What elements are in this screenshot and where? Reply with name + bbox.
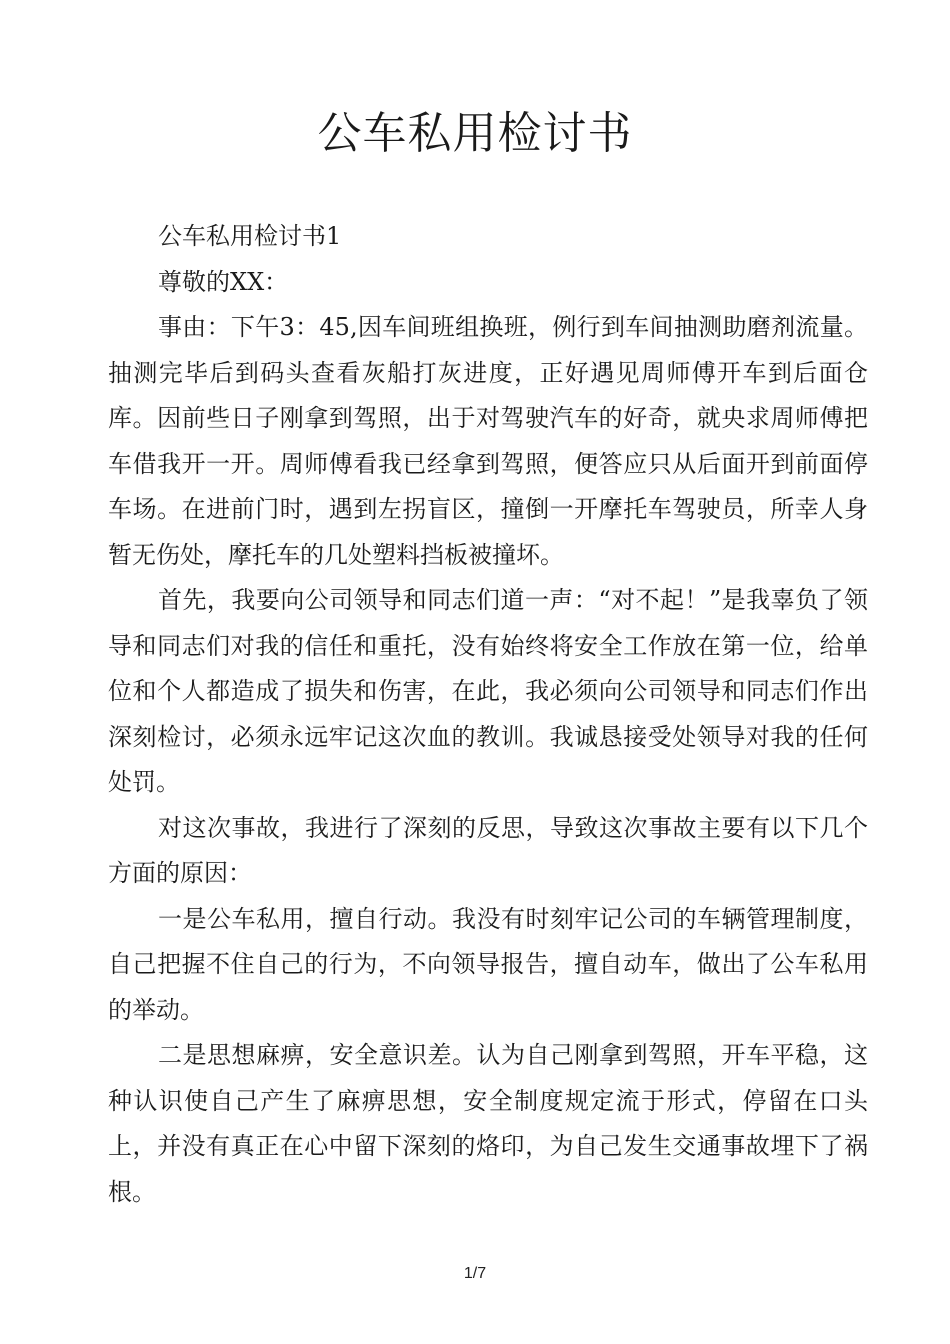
incident-paragraph: 事由：下午3：45,因车间班组换班，例行到车间抽测助磨剂流量。抽测完毕后到码头查看灰船打灰进度，正好遇见周师傅开车到后面仓库。因前些日子刚拿到驾照，出于对驾驶汽车的好奇，就央求周师傅把车借我开一开。周师傅看我已经拿到驾照，便答应只从后面开到前面停车场。在进前门时，遇到左拐盲区，撞倒一开摩托车驾驶员，所幸人身暂无伤处，摩托车的几处塑料挡板被撞坏。 [108, 313, 868, 569]
salutation-paragraph: 尊敬的XX： [158, 267, 289, 296]
subtitle-paragraph: 公车私用检讨书1 [158, 222, 342, 250]
document-title: 公车私用检讨书 [317, 108, 633, 159]
document-body [108, 214, 868, 1215]
page-number: 1/7 [463, 1265, 487, 1282]
apology-paragraph: 首先，我要向公司领导和同志们道一声：“对不起！”是我辜负了领导和同志们对我的信任和重托，没有始终将安全工作放在第一位，给单位和个人都造成了损失和伤害，在此，我必须向公司领导和同志们作出深刻检讨，必须永远牢记这次血的教训。我诚恳接受处领导对我的任何处罚。 [108, 586, 868, 796]
reason-one-paragraph: 一是公车私用，擅自行动。我没有时刻牢记公司的车辆管理制度，自己把握不住自己的行为，不向领导报告，擅自动车，做出了公车私用的举动。 [108, 904, 868, 1024]
reflection-intro-paragraph: 对这次事故，我进行了深刻的反思，导致这次事故主要有以下几个方面的原因： [108, 813, 868, 887]
reason-two-paragraph: 二是思想麻痹，安全意识差。认为自己刚拿到驾照，开车平稳，这种认识使自己产生了麻痹思想，安全制度规定流于形式，停留在口头上，并没有真正在心中留下深刻的烙印，为自己发生交通事故埋下了祸根。 [108, 1041, 868, 1206]
